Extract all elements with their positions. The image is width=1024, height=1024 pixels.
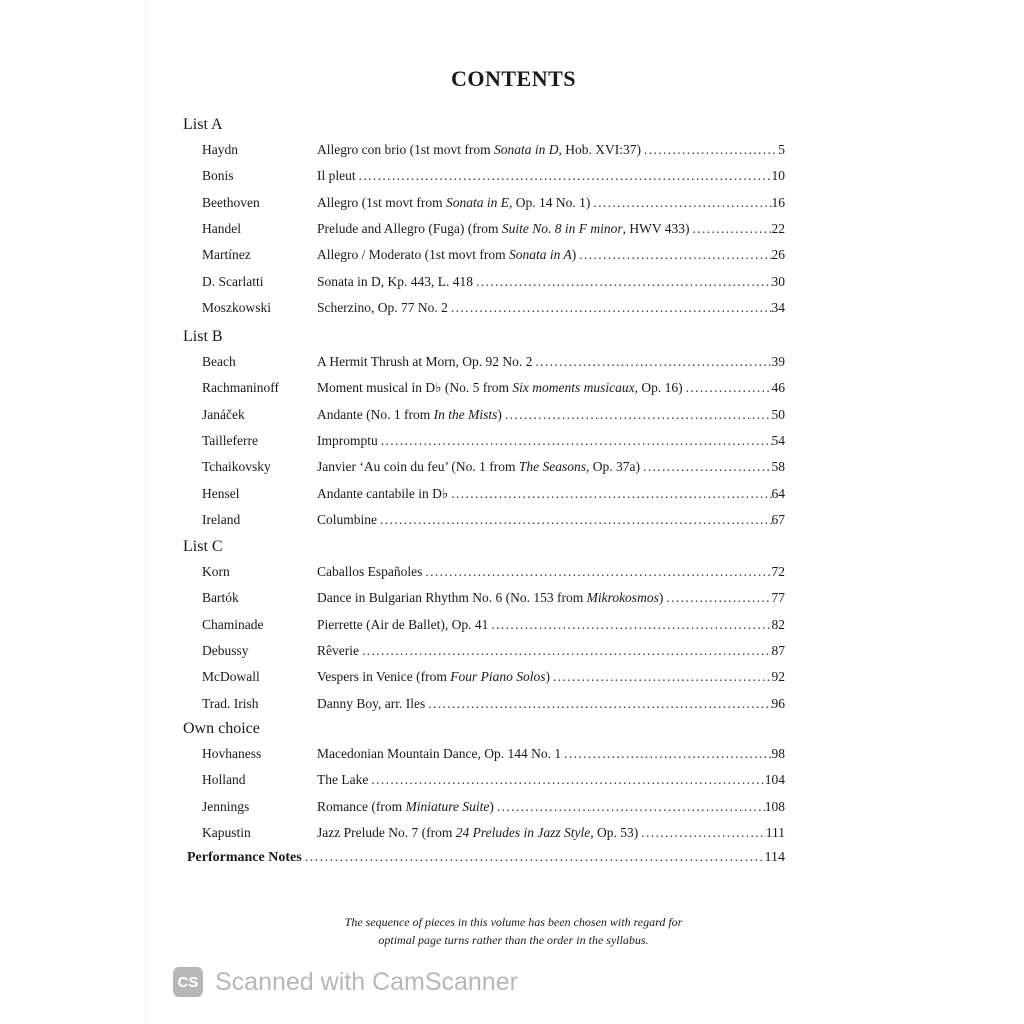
composer-name: Bonis: [202, 168, 234, 184]
piece-title-text: Vespers in Venice (from: [317, 669, 451, 685]
composer-name: Korn: [202, 564, 230, 579]
piece-entry: [317, 825, 785, 841]
toc-entry[interactable]: [146, 617, 881, 637]
page-number: 50: [771, 406, 785, 422]
composer-name: McDowall: [202, 669, 260, 685]
performance-notes-title: Performance Notes: [187, 850, 302, 865]
page-number: 22: [771, 220, 785, 236]
camscanner-logo-icon: CS: [173, 967, 203, 997]
dot-leader: [473, 274, 772, 290]
composer-name: Debussy: [202, 642, 249, 658]
piece-title: [317, 825, 638, 841]
dot-leader: [425, 696, 771, 712]
toc-entry[interactable]: [146, 590, 881, 610]
piece-entry: [317, 696, 785, 712]
piece-title-suffix: ): [658, 590, 664, 606]
toc-entry[interactable]: [146, 696, 881, 716]
composer-name: Janáček: [202, 406, 245, 422]
page-number: 72: [771, 564, 785, 579]
composer-name: Handel: [202, 220, 241, 236]
toc-entry[interactable]: [146, 459, 881, 479]
piece-title-text: Pierrette (Air de Ballet), Op. 41: [317, 616, 489, 632]
section-heading: List A: [183, 116, 223, 133]
toc-entry[interactable]: [146, 274, 881, 294]
page-number: 30: [771, 273, 785, 289]
composer-name: Tchaikovsky: [202, 459, 271, 475]
dot-leader: [590, 195, 771, 211]
dot-leader: [689, 221, 771, 237]
piece-entry: [317, 486, 785, 502]
toc-entry[interactable]: [146, 380, 881, 400]
piece-entry: [317, 459, 785, 475]
toc-entry[interactable]: [146, 669, 881, 689]
piece-source-title: Miniature Suite: [405, 798, 490, 814]
piece-title-suffix: , Op. 53): [590, 824, 639, 840]
piece-title: [317, 696, 425, 712]
piece-title-text: Jazz Prelude No. 7 (from: [317, 824, 456, 840]
page-number: 67: [771, 511, 785, 527]
piece-title-text: Impromptu: [317, 432, 378, 448]
piece-title: [317, 380, 683, 396]
toc-entry[interactable]: [146, 247, 881, 267]
piece-entry: [317, 142, 785, 158]
piece-entry: [317, 274, 785, 290]
footnote-line-2: optimal page turns rather than the order in the syllabus.: [378, 933, 649, 947]
toc-entry[interactable]: [146, 512, 881, 532]
page-number: 82: [771, 616, 785, 632]
toc-entry[interactable]: [146, 407, 881, 427]
page-number: 98: [771, 746, 785, 761]
piece-title-text: Caballos Españoles: [317, 564, 423, 579]
dot-leader: [683, 380, 772, 396]
piece-title-text: Scherzino, Op. 77 No. 2: [317, 299, 448, 315]
toc-entry[interactable]: [146, 799, 881, 819]
dot-leader: [638, 825, 766, 841]
dot-leader: [502, 407, 772, 423]
dot-leader: [550, 669, 772, 685]
dot-leader: [422, 564, 771, 580]
piece-entry: [317, 433, 785, 449]
toc-entry[interactable]: [146, 433, 881, 453]
composer-name: D. Scarlatti: [202, 273, 264, 289]
dot-leader: [663, 590, 771, 606]
performance-notes-row[interactable]: [187, 850, 785, 866]
piece-source-title: Sonata in E: [445, 194, 509, 210]
section-heading: List C: [183, 538, 223, 555]
page-number: 92: [771, 669, 785, 685]
piece-title: [317, 799, 494, 815]
page-number: 10: [771, 168, 785, 184]
piece-source-title: 24 Preludes in Jazz Style: [455, 824, 591, 840]
page-number: 16: [771, 194, 785, 210]
toc-entry[interactable]: [146, 825, 881, 845]
piece-title-text: Allegro / Moderato (1st movt from: [317, 247, 509, 263]
dot-leader: [532, 354, 771, 370]
piece-title: [317, 247, 576, 263]
dot-leader: [378, 433, 772, 449]
toc-entry[interactable]: [146, 168, 881, 188]
dot-leader: [641, 142, 778, 158]
piece-entry: [317, 247, 785, 263]
page-number: 26: [771, 247, 785, 263]
piece-title: [317, 746, 561, 762]
piece-title-suffix: , Hob. XVI:37): [558, 142, 641, 157]
toc-entry[interactable]: [146, 300, 881, 320]
composer-name: Kapustin: [202, 824, 251, 840]
piece-title-text: The Lake: [317, 772, 369, 788]
piece-title-text: Romance (from: [317, 798, 406, 814]
composer-name: Moszkowski: [202, 299, 272, 315]
dot-leader: [302, 850, 765, 866]
piece-title-text: Moment musical in D♭ (No. 5 from: [317, 380, 513, 396]
piece-title-text: Janvier ‘Au coin du feu’ (No. 1 from: [317, 459, 519, 475]
piece-title: [317, 643, 359, 659]
piece-title-suffix: ): [497, 406, 502, 422]
composer-name: Hovhaness: [202, 746, 262, 761]
page-number: 111: [765, 824, 785, 840]
dot-leader: [448, 300, 772, 316]
page-number: 58: [771, 459, 785, 475]
piece-title: [317, 669, 550, 685]
toc-entry[interactable]: [146, 195, 881, 215]
composer-name: Beethoven: [202, 194, 260, 210]
dot-leader: [368, 772, 764, 788]
piece-title-suffix: Op. 16): [637, 380, 683, 396]
dot-leader: [488, 617, 771, 633]
piece-entry: [317, 564, 785, 580]
piece-title-suffix: ): [489, 798, 494, 814]
page-number: 87: [771, 642, 785, 658]
composer-name: Chaminade: [202, 616, 264, 632]
footnote: [146, 913, 881, 949]
toc-entry[interactable]: [146, 354, 881, 374]
piece-entry: [317, 746, 785, 762]
composer-name: Tailleferre: [202, 432, 259, 448]
piece-title-text: Allegro con brio (1st movt from: [317, 142, 494, 157]
composer-name: Holland: [202, 772, 246, 788]
piece-entry: [317, 407, 785, 423]
piece-source-title: Sonata in A: [508, 247, 572, 263]
piece-entry: [317, 221, 785, 237]
piece-title-suffix: , HWV 433): [622, 220, 690, 236]
piece-title-text: Andante cantabile in D♭: [317, 485, 449, 501]
piece-title-text: Prelude and Allegro (Fuga) (from: [317, 220, 502, 236]
piece-title-suffix: ): [545, 669, 550, 685]
piece-title-suffix: , Op. 37a): [585, 459, 640, 475]
piece-entry: [317, 195, 785, 211]
dot-leader: [356, 168, 772, 184]
page-number: 54: [771, 432, 785, 448]
composer-name: Hensel: [202, 485, 240, 501]
piece-source-title: Six moments musicaux,: [512, 380, 638, 396]
section-heading: List B: [183, 328, 223, 345]
contents-page: [146, 0, 881, 1024]
piece-title: [317, 459, 640, 475]
page-number: 64: [771, 485, 785, 501]
toc-entry[interactable]: [146, 142, 881, 162]
piece-entry: [317, 590, 785, 606]
piece-source-title: In the Mists: [433, 406, 498, 422]
piece-source-title: Sonata in D: [493, 142, 559, 157]
piece-entry: [317, 772, 785, 788]
piece-title: [317, 486, 448, 502]
piece-title-text: Andante (No. 1 from: [317, 406, 434, 422]
toc-entry[interactable]: [146, 564, 881, 584]
composer-name: Ireland: [202, 511, 241, 527]
dot-leader: [448, 486, 771, 502]
dot-leader: [561, 746, 771, 762]
piece-title-text: A Hermit Thrush at Morn, Op. 92 No. 2: [317, 354, 533, 369]
composer-name: Bartók: [202, 590, 239, 606]
piece-title: [317, 142, 641, 158]
piece-title: [317, 407, 502, 423]
piece-entry: [317, 643, 785, 659]
page-number: 5: [778, 142, 785, 157]
piece-entry: [317, 799, 785, 815]
dot-leader: [494, 799, 765, 815]
piece-source-title: The Seasons: [518, 459, 586, 475]
piece-title: [317, 354, 532, 370]
composer-name: Martínez: [202, 247, 251, 263]
dot-leader: [576, 247, 771, 263]
composer-name: Haydn: [202, 142, 238, 157]
page-number: 104: [764, 772, 785, 788]
page-number: 77: [771, 590, 785, 606]
piece-entry: [317, 300, 785, 316]
toc-entry[interactable]: [146, 221, 881, 241]
camscanner-watermark: [173, 964, 518, 1000]
piece-title: [317, 195, 590, 211]
toc-entry[interactable]: [146, 486, 881, 506]
piece-title: [317, 274, 473, 290]
piece-title-text: Allegro (1st movt from: [317, 194, 446, 210]
piece-title-text: Sonata in D, Kp. 443, L. 418: [317, 273, 473, 289]
page-number: 108: [764, 798, 785, 814]
dot-leader: [359, 643, 772, 659]
piece-title: [317, 512, 377, 528]
piece-title-suffix: ): [571, 247, 577, 263]
piece-title: [317, 221, 689, 237]
piece-title: [317, 590, 663, 606]
page-number: 34: [771, 299, 785, 315]
section-heading: Own choice: [183, 720, 260, 737]
piece-title-text: Il pleut: [317, 168, 356, 184]
piece-title-text: Dance in Bulgarian Rhythm No. 6 (No. 153 from: [317, 590, 587, 606]
footnote-line-1: The sequence of pieces in this volume has been chosen with regard for: [344, 915, 683, 929]
toc-entry[interactable]: [146, 772, 881, 792]
page-number: 96: [771, 695, 785, 711]
piece-source-title: Suite No. 8 in F minor: [501, 220, 623, 236]
piece-title: [317, 300, 448, 316]
piece-entry: [317, 354, 785, 370]
dot-leader: [377, 512, 772, 528]
piece-title: [317, 772, 368, 788]
toc-entry[interactable]: [146, 643, 881, 663]
piece-source-title: Four Piano Solos: [450, 669, 546, 685]
page-title: CONTENTS: [450, 66, 577, 91]
watermark-text: Scanned with CamScanner: [215, 967, 518, 996]
composer-name: Jennings: [202, 798, 250, 814]
page-number: 46: [771, 380, 785, 396]
piece-entry: [317, 617, 785, 633]
piece-source-title: Mikrokosmos: [586, 590, 659, 606]
piece-title-text: Macedonian Mountain Dance, Op. 144 No. 1: [317, 746, 562, 761]
page-number: 39: [771, 354, 785, 369]
composer-name: Trad. Irish: [202, 695, 259, 711]
piece-title-suffix: , Op. 14 No. 1): [508, 194, 591, 210]
toc-entry[interactable]: [146, 746, 881, 766]
dot-leader: [640, 459, 772, 475]
composer-name: Rachmaninoff: [202, 380, 279, 396]
piece-title-text: Rêverie: [317, 642, 359, 658]
composer-name: Beach: [202, 354, 236, 369]
piece-entry: [317, 380, 785, 396]
piece-title-text: Danny Boy, arr. Iles: [317, 695, 426, 711]
piece-title: [317, 168, 356, 184]
performance-notes-page: 114: [764, 850, 785, 865]
piece-title: [317, 433, 378, 449]
piece-entry: [317, 669, 785, 685]
piece-title: [317, 617, 488, 633]
piece-title-text: Columbine: [317, 511, 377, 527]
piece-entry: [317, 168, 785, 184]
piece-entry: [317, 512, 785, 528]
piece-title: [317, 564, 422, 580]
